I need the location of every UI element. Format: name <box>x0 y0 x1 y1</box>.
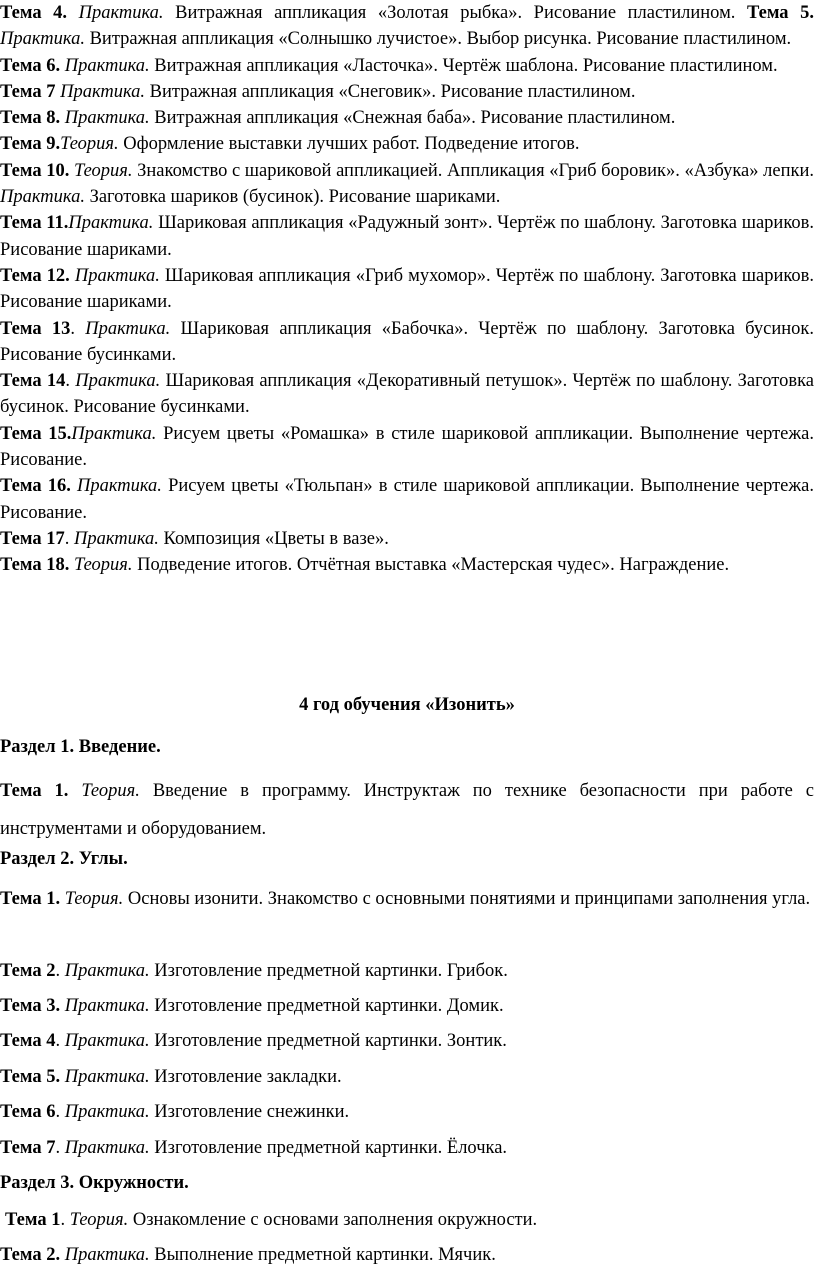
section-2-topic-6: Тема 6. Практика. Изготовление снежинки. <box>0 1102 350 1122</box>
topic-text: Ознакомление с основами заполнения окружности. <box>132 1210 538 1230</box>
section-title: Раздел 1. Введение. <box>0 737 161 757</box>
topic-label: Тема 5. <box>746 3 815 23</box>
topic-label: Тема 5. <box>0 1067 61 1087</box>
topic-text: Шариковая аппликация «Гриб мухомор». Чертёж по шаблону. Заготовка шариков. Рисование шариками. <box>0 265 814 313</box>
topic-type: Практика. <box>85 318 171 339</box>
topic-text: Оформление выставки лучших работ. Подведение итогов. <box>123 134 580 155</box>
topic-text: Рисуем цветы «Ромашка» в стиле шариковой аппликации. Выполнение чертежа. Рисование. <box>0 423 814 471</box>
topic-label: Тема 1. <box>0 889 61 909</box>
topic-text: Основы изонити. Знакомство с основными понятиями и принципами заполнения угла. <box>127 889 811 909</box>
topic-type: Теория. <box>81 781 140 801</box>
topic-type: Практика. <box>71 423 157 444</box>
topic-type: Практика. <box>68 213 154 234</box>
topic-label: Тема 14 <box>0 371 66 392</box>
year-heading <box>0 692 814 718</box>
topic-14: Тема 14. Практика. Шариковая аппликация «Декоративный петушок». Чертёж по шаблону. Заготовка бусинок. Рисование бусинками. <box>0 371 815 418</box>
topic-text: Изготовление предметной картинки. Зонтик. <box>154 1031 507 1051</box>
topic-label: Тема 4 <box>0 1031 56 1051</box>
topic-label: Тема 16. <box>0 476 71 497</box>
topic-12 <box>0 263 814 316</box>
topic-text: Шариковая аппликация «Радужный зонт». Чертёж по шаблону. Заготовка шариков. Рисование шариками. <box>0 213 814 260</box>
section-1-topic-1 <box>0 772 814 848</box>
topic-label: Тема 3. <box>0 996 61 1016</box>
topic-text: Знакомство с шариковой аппликацией. Аппликация «Гриб боровик». «Азбука» лепки. <box>137 160 814 181</box>
topic-type: Теория. <box>73 555 133 576</box>
topic-18 <box>0 552 814 578</box>
topic-label: Тема 1. <box>0 781 69 801</box>
section-2-topic-5 <box>0 1064 814 1090</box>
section-3-topic-1: Тема 1. Теория. Ознакомление с основами заполнения окружности. <box>5 1210 538 1230</box>
section-3-topic-2 <box>0 1242 814 1268</box>
section-2-topic-3 <box>0 993 814 1019</box>
topic-type: Теория. <box>60 134 119 155</box>
topic-label: Тема 7 <box>0 1138 56 1158</box>
topic-label: Тема 7 <box>0 81 56 102</box>
section-title: Раздел 2. Углы. <box>0 849 128 869</box>
topic-label: Тема 1 <box>5 1210 61 1230</box>
topic-type: Практика. <box>64 1067 150 1087</box>
topic-text: Витражная аппликация «Солнышко лучистое». Выбор рисунка. Рисование пластилином. <box>89 29 792 50</box>
topic-text: Изготовление снежинки. <box>154 1102 350 1122</box>
topic-type: Практика. <box>0 29 85 50</box>
topic-label: Тема 18. <box>0 555 70 576</box>
topic-text: Шариковая аппликация «Декоративный петушок». Чертёж по шаблону. Заготовка бусинок. Рисование бусинками. <box>0 371 815 418</box>
topic-text: Заготовка шариков (бусинок). Рисование шариками. <box>89 187 501 208</box>
topic-type: Практика. <box>0 187 85 208</box>
topic-text: Выполнение предметной картинки. Мячик. <box>154 1245 496 1265</box>
topic-label: Тема 2 <box>0 961 56 981</box>
topic-text: Изготовление предметной картинки. Грибок. <box>154 961 508 981</box>
section-2-topic-1 <box>0 880 814 918</box>
year-heading-text: 4 год обучения «Изонить» <box>299 695 515 715</box>
topic-type: Практика. <box>64 108 150 129</box>
topic-type: Практика. <box>76 476 162 497</box>
topic-type: Практика. <box>64 1138 150 1158</box>
topic-label: Тема 2. <box>0 1245 61 1265</box>
topic-type: Практика. <box>73 528 159 549</box>
topic-type: Теория. <box>73 160 133 181</box>
topic-text: Введение в программу. Инструктаж по технике безопасности при работе с инструментами и оборудованием. <box>0 781 815 839</box>
topic-8 <box>0 105 814 131</box>
topic-label: Тема 8. <box>0 108 61 129</box>
topic-type: Теория. <box>69 1210 129 1230</box>
topic-text: Витражная аппликация «Золотая рыбка». Рисование пластилином. <box>175 3 736 23</box>
section-2-topic-4: Тема 4. Практика. Изготовление предметной картинки. Зонтик. <box>0 1031 507 1051</box>
topic-text: Витражная аппликация «Ласточка». Чертёж шаблона. Рисование пластилином. <box>154 55 778 76</box>
topic-13: Тема 13. Практика. Шариковая аппликация «Бабочка». Чертёж по шаблону. Заготовка бусинок. Рисование бусинками. <box>0 318 815 365</box>
topic-type: Теория. <box>64 889 124 909</box>
topic-text: Шариковая аппликация «Бабочка». Чертёж по шаблону. Заготовка бусинок. Рисование бусинками. <box>0 318 815 365</box>
topic-label: Тема 9. <box>0 134 61 155</box>
topic-label: Тема 10. <box>0 160 70 181</box>
topic-text: Рисуем цветы «Тюльпан» в стиле шариковой аппликации. Выполнение чертежа. Рисование. <box>0 476 815 523</box>
section-1-title <box>0 734 814 760</box>
topic-text: Витражная аппликация «Снеговик». Рисование пластилином. <box>149 81 636 102</box>
section-3-title <box>0 1170 814 1196</box>
topic-15 <box>0 421 814 474</box>
topic-type: Практика. <box>75 371 161 392</box>
topic-label: Тема 15. <box>0 423 72 444</box>
section-2-topic-2: Тема 2. Практика. Изготовление предметной картинки. Грибок. <box>0 961 508 981</box>
topic-text: Изготовление предметной картинки. Ёлочка. <box>154 1138 508 1158</box>
topic-label: Тема 17 <box>0 528 65 549</box>
section-2-title <box>0 846 814 872</box>
topic-label: Тема 13 <box>0 318 71 339</box>
topic-16 <box>0 473 814 526</box>
section-title: Раздел 3. Окружности. <box>0 1173 189 1193</box>
topic-9 <box>0 131 814 157</box>
topic-type: Практика. <box>64 961 150 981</box>
topic-text: Витражная аппликация «Снежная баба». Рисование пластилином. <box>154 108 676 129</box>
topic-text: Изготовление закладки. <box>154 1067 342 1087</box>
topic-text: Композиция «Цветы в вазе». <box>163 528 389 549</box>
topic-type: Практика. <box>64 996 150 1016</box>
topic-type: Практика. <box>74 265 160 286</box>
topic-7 <box>0 79 814 105</box>
topic-label: Тема 12. <box>0 265 70 286</box>
topic-label: Тема 6 <box>0 1102 56 1122</box>
section-2-topic-7: Тема 7. Практика. Изготовление предметной картинки. Ёлочка. <box>0 1138 508 1158</box>
topic-type: Практика. <box>60 81 146 102</box>
topic-text: Изготовление предметной картинки. Домик. <box>154 996 504 1016</box>
topic-label: Тема 11. <box>0 213 69 234</box>
topic-10 <box>0 158 814 211</box>
topic-type: Практика. <box>78 3 164 23</box>
topic-type: Практика. <box>64 1102 150 1122</box>
topic-type: Практика. <box>64 1031 150 1051</box>
topic-11 <box>0 210 814 263</box>
topic-label: Тема 6. <box>0 55 61 76</box>
topic-text: Подведение итогов. Отчётная выставка «Мастерская чудес». Награждение. <box>137 555 730 576</box>
topic-label: Тема 4. <box>0 3 68 23</box>
topic-17: Тема 17. Практика. Композиция «Цветы в вазе». <box>0 528 389 549</box>
topic-4-5 <box>0 0 814 53</box>
topic-6 <box>0 53 814 79</box>
topics-year3 <box>0 0 814 579</box>
topic-type: Практика. <box>64 55 150 76</box>
topic-type: Практика. <box>64 1245 150 1265</box>
